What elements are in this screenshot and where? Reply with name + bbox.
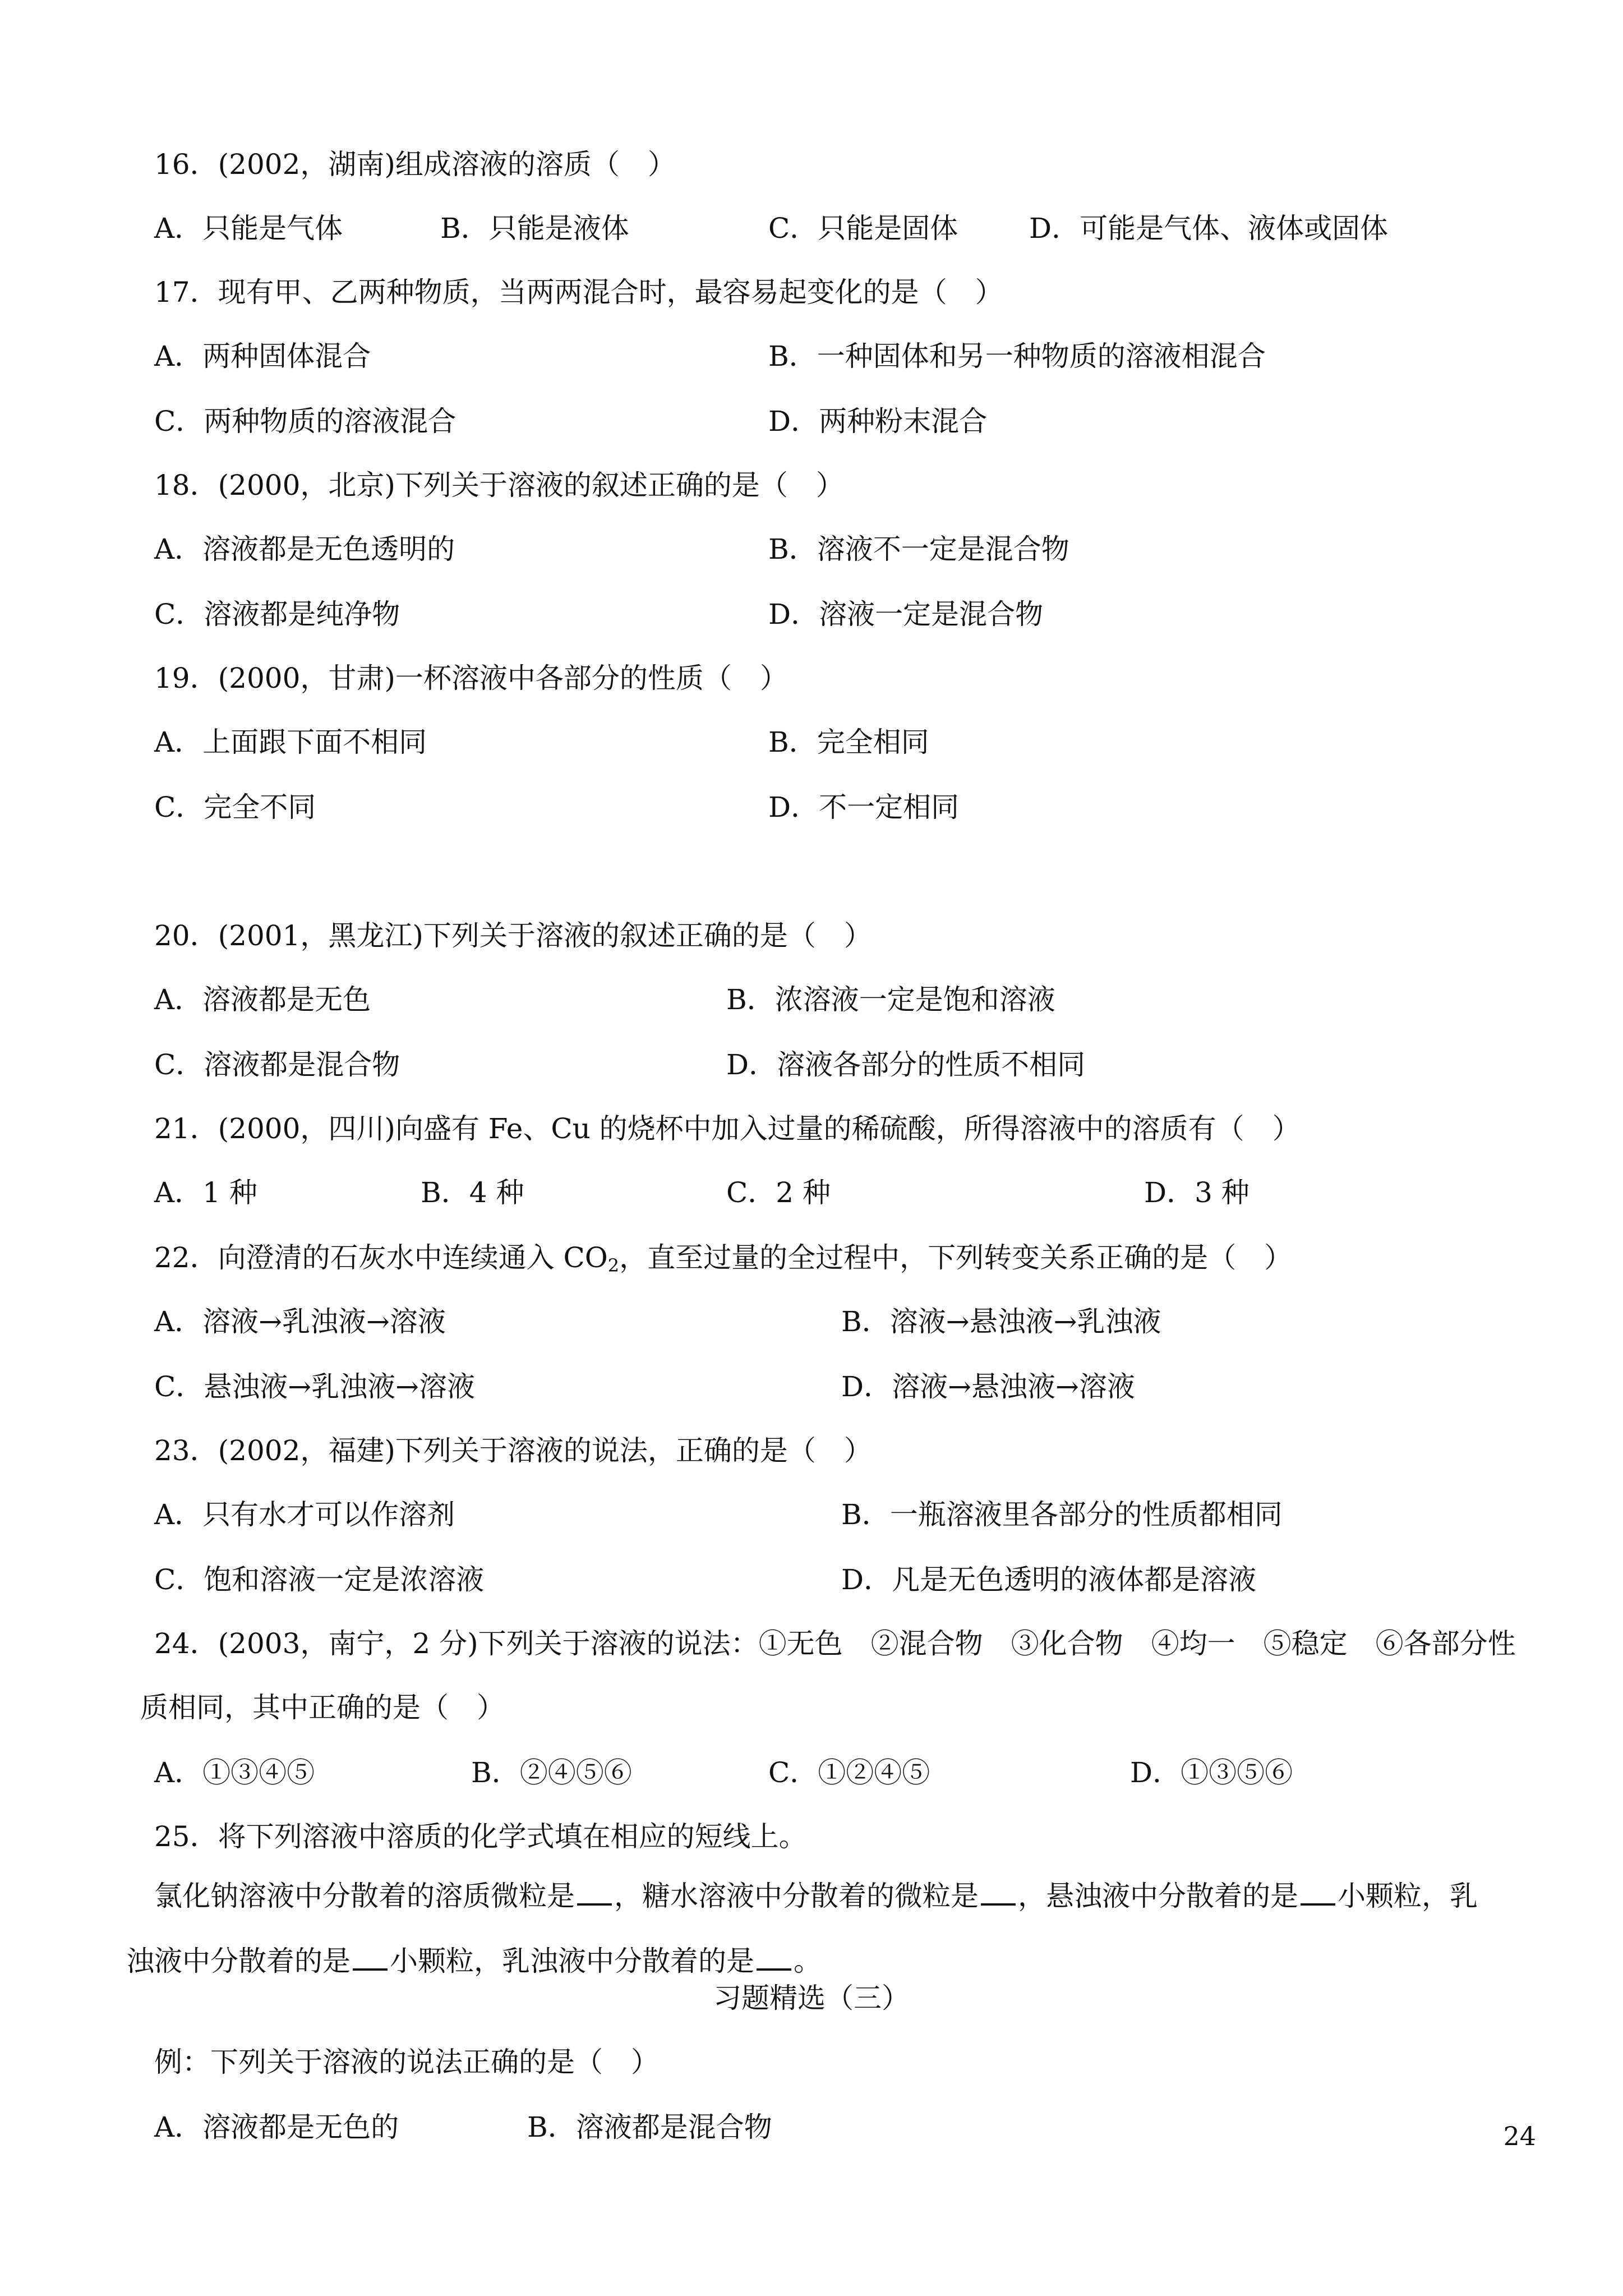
option-a: A．溶液都是无色的 xyxy=(154,2111,399,2143)
answer-blank[interactable] xyxy=(577,1876,612,1906)
option-a: A．溶液都是无色透明的 xyxy=(154,533,455,565)
option-a: A．上面跟下面不相同 xyxy=(154,726,427,758)
option-c: C．饱和溶液一定是浓溶液 xyxy=(154,1563,485,1596)
option-c: C．①②④⑤ xyxy=(768,1756,930,1789)
option-b: B．一瓶溶液里各部分的性质都相同 xyxy=(841,1498,1283,1531)
option-c: C．只能是固体 xyxy=(768,212,958,245)
question-24-options xyxy=(154,1753,1539,1792)
option-d: D．3 种 xyxy=(1144,1176,1249,1209)
option-c: C．溶液都是混合物 xyxy=(154,1048,400,1081)
answer-blank[interactable] xyxy=(353,1941,388,1971)
question-17-options-ab xyxy=(154,337,1539,376)
option-b: B．完全相同 xyxy=(768,726,929,758)
question-17-options-cd xyxy=(154,402,1539,441)
question-19-options-cd xyxy=(154,788,1539,827)
question-25-stem: 25．将下列溶液中溶质的化学式填在相应的短线上。 xyxy=(154,1820,807,1853)
option-d: D．不一定相同 xyxy=(768,791,960,823)
question-23-options-cd xyxy=(154,1560,1539,1599)
question-25-fill-in-paragraph: 氯化钠溶液中分散着的溶质微粒是 ，糖水溶液中分散着的微粒是 ，悬浊液中分散着的是 小颗粒，乳 浊液中分散着的是 小颗粒，乳浊液中分散着的是 。 xyxy=(140,1864,1548,1994)
question-19-stem: 19．(2000，甘肃)一杯溶液中各部分的性质（ ） xyxy=(154,662,788,694)
question-16-stem: 16．(2002，湖南)组成溶液的溶质（ ） xyxy=(154,148,676,181)
option-c: C．溶液都是纯净物 xyxy=(154,598,400,631)
option-a: A．溶液都是无色 xyxy=(154,983,371,1016)
question-18-options-ab xyxy=(154,530,1539,569)
option-a: A．只能是气体 xyxy=(154,212,343,245)
question-20-options-cd xyxy=(154,1045,1539,1084)
option-b: B．只能是液体 xyxy=(440,212,629,245)
question-22-options-cd xyxy=(154,1367,1539,1406)
option-d: D．两种粉末混合 xyxy=(768,405,988,438)
question-18-options-cd xyxy=(154,595,1539,634)
option-d: D．①③⑤⑥ xyxy=(1130,1756,1293,1789)
question-19-options-ab xyxy=(154,723,1539,762)
question-21-options xyxy=(154,1173,1539,1212)
question-21-stem: 21．(2000，四川)向盛有 Fe、Cu 的烧杯中加入过量的稀硫酸，所得溶液中的溶质有（ ） xyxy=(154,1112,1301,1145)
example-stem: 例：下列关于溶液的说法正确的是（ ） xyxy=(154,2046,659,2078)
answer-blank[interactable] xyxy=(1301,1876,1335,1906)
option-b: B．一种固体和另一种物质的溶液相混合 xyxy=(768,340,1266,372)
option-c: C．两种物质的溶液混合 xyxy=(154,405,457,438)
option-d: D．可能是气体、液体或固体 xyxy=(1029,212,1389,245)
question-23-stem: 23．(2002，福建)下列关于溶液的说法，正确的是（ ） xyxy=(154,1434,872,1467)
option-a: A．只有水才可以作溶剂 xyxy=(154,1498,455,1531)
option-a: A．两种固体混合 xyxy=(154,340,371,372)
answer-blank[interactable] xyxy=(757,1941,791,1971)
question-17-stem: 17．现有甲、乙两种物质，当两两混合时，最容易起变化的是（ ） xyxy=(154,276,1003,309)
example-options xyxy=(154,2108,1539,2147)
question-20-options-ab xyxy=(154,980,1539,1019)
option-b: B．溶液都是混合物 xyxy=(527,2111,772,2143)
question-24-stem-line2: 质相同，其中正确的是（ ） xyxy=(140,1691,505,1724)
option-c: C．悬浊液→乳浊液→溶液 xyxy=(154,1370,476,1403)
question-16-options xyxy=(154,209,1539,248)
option-b: B．4 种 xyxy=(421,1176,524,1209)
question-22-options-ab xyxy=(154,1302,1539,1341)
page-number: 24 xyxy=(1503,2121,1536,2151)
option-c: C．2 种 xyxy=(726,1176,831,1209)
option-b: B．溶液→悬浊液→乳浊液 xyxy=(841,1305,1161,1338)
option-d: D．溶液→悬浊液→溶液 xyxy=(841,1370,1135,1403)
option-b: B．浓溶液一定是饱和溶液 xyxy=(726,983,1055,1016)
option-b: B．②④⑤⑥ xyxy=(471,1756,632,1789)
question-22-stem: 22．向澄清的石灰水中连续通入 $CO_2$，直至过量的全过程中，下列转变关系正确的是（ ） xyxy=(154,1241,1293,1276)
option-d: D．溶液各部分的性质不相同 xyxy=(726,1048,1086,1081)
option-c: C．完全不同 xyxy=(154,791,316,823)
option-d: D．凡是无色透明的液体都是溶液 xyxy=(841,1563,1257,1596)
option-a: A．①③④⑤ xyxy=(154,1756,315,1789)
option-a: A．1 种 xyxy=(154,1176,257,1209)
question-18-stem: 18．(2000，北京)下列关于溶液的叙述正确的是（ ） xyxy=(154,469,844,501)
question-24-stem-line1: 24．(2003，南宁，2 分)下列关于溶液的说法：①无色 ②混合物 ③化合物 ④均一 ⑤稳定 ⑥各部分性 xyxy=(154,1627,1516,1660)
option-b: B．溶液不一定是混合物 xyxy=(768,533,1069,565)
section-title: 习题精选（三） xyxy=(713,1982,910,2014)
answer-blank[interactable] xyxy=(981,1876,1016,1906)
option-a: A．溶液→乳浊液→溶液 xyxy=(154,1305,446,1338)
question-20-stem: 20．(2001，黑龙江)下列关于溶液的叙述正确的是（ ） xyxy=(154,919,872,952)
question-23-options-ab xyxy=(154,1495,1539,1534)
option-d: D．溶液一定是混合物 xyxy=(768,598,1044,631)
